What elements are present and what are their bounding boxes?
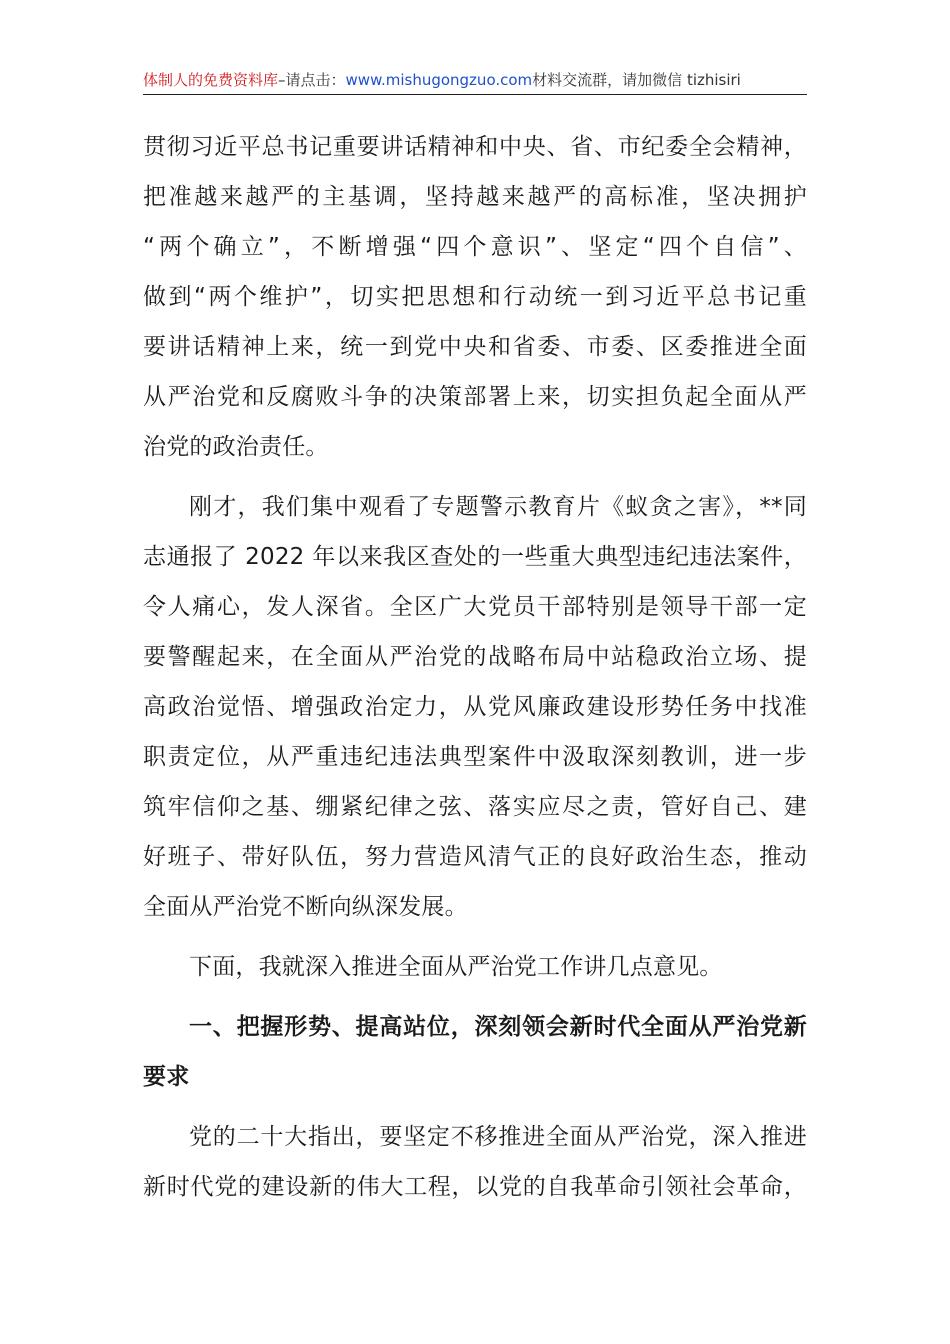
body-line: 要警醒起来，在全面从严治党的战略布局中站稳政治立场、提	[143, 644, 807, 670]
body-line: 全面从严治党不断向纵深发展。	[143, 894, 468, 920]
body-line: 令人痛心，发人深省。全区广大党员干部特别是领导干部一定	[143, 594, 807, 620]
body-line: 职责定位，从严重违纪违法典型案件中汲取深刻教训，进一步	[143, 744, 807, 770]
body-line: 做到“两个维护”，切实把思想和行动统一到习近平总书记重	[143, 284, 807, 310]
header-contact: 材料交流群，请加微信 tizhisiri	[532, 71, 741, 89]
body-line: 志通报了 2022 年以来我区查处的一些重大典型违纪违法案件，	[143, 544, 807, 570]
body-line: 贯彻习近平总书记重要讲话精神和中央、省、市纪委全会精神，	[143, 134, 807, 160]
body-line: 党的二十大指出，要坚定不移推进全面从严治党，深入推进	[189, 1124, 807, 1150]
body-line: 下面，我就深入推进全面从严治党工作讲几点意见。	[189, 954, 723, 980]
page-header	[143, 66, 807, 95]
body-line: 刚才，我们集中观看了专题警示教育片《蚁贪之害》，**同	[189, 494, 807, 520]
header-prompt: –请点击：	[278, 71, 346, 89]
body-line: 把准越来越严的主基调，坚持越来越严的高标准，坚决拥护	[143, 184, 807, 210]
body-line: 要讲话精神上来，统一到党中央和省委、市委、区委推进全面	[143, 334, 807, 360]
header-site-name: 体制人的免费资料库	[143, 71, 279, 89]
body-line: 筑牢信仰之基、绷紧纪律之弦、落实应尽之责，管好自己、建	[143, 794, 807, 820]
body-line: “两个确立”，不断增强“四个意识”、坚定“四个自信”、	[143, 234, 807, 260]
body-line: 治党的政治责任。	[143, 434, 329, 460]
header-url-link[interactable]: www.mishugongzuo.com	[345, 71, 533, 89]
section-heading: 一、把握形势、提高站位，深刻领会新时代全面从严治党新	[189, 1014, 807, 1040]
document-body	[143, 122, 807, 1212]
section-heading: 要求	[143, 1064, 190, 1090]
body-line: 高政治觉悟、增强政治定力，从党风廉政建设形势任务中找准	[143, 694, 807, 720]
body-line: 新时代党的建设新的伟大工程，以党的自我革命引领社会革命，	[143, 1174, 807, 1200]
body-line: 从严治党和反腐败斗争的决策部署上来，切实担负起全面从严	[143, 384, 807, 410]
body-line: 好班子、带好队伍，努力营造风清气正的良好政治生态，推动	[143, 844, 807, 870]
